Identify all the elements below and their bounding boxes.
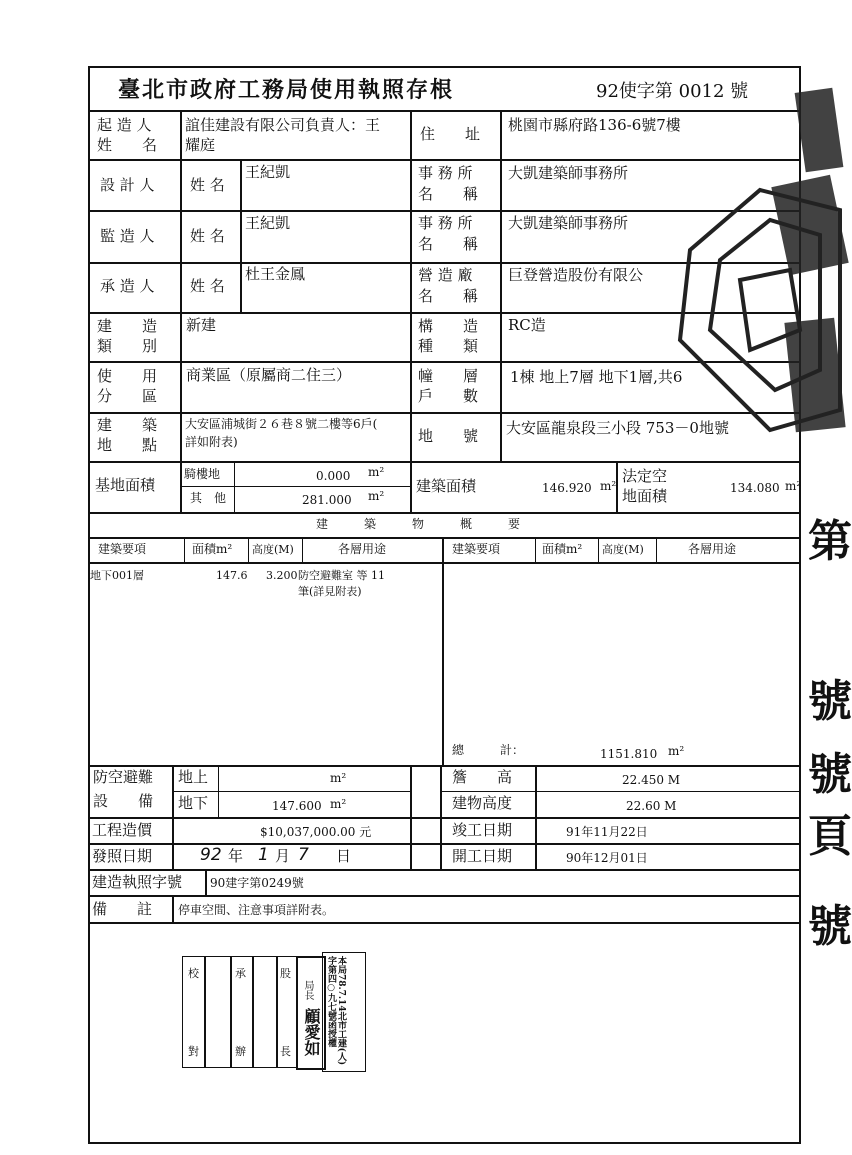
open-space-label: 地面積 (622, 487, 668, 505)
office-label: 名 稱 (418, 287, 479, 305)
shelter-label: 設 備 (93, 792, 154, 810)
seal-label: 長 (280, 1045, 291, 1058)
below-ground-label: 地下 (178, 794, 209, 812)
lot-label: 地 號 (418, 427, 479, 445)
rule (410, 110, 412, 512)
column-header-area: 面積m² (542, 542, 583, 556)
margin-mark: 號 (808, 901, 852, 952)
seal-box-blank (204, 956, 232, 1068)
open-space-label: 法定空 (622, 467, 668, 485)
build-type-value: 新建 (186, 316, 217, 334)
area-unit: m² (785, 479, 802, 493)
rule (88, 922, 801, 924)
building-area-label: 建築面積 (416, 477, 477, 495)
rule (180, 110, 182, 461)
floor-name: 地下001層 (90, 569, 144, 582)
other-label: 其 他 (190, 491, 227, 505)
arcade-value: 0.000 (316, 469, 351, 483)
rule (88, 843, 801, 845)
address-label: 住 址 (420, 125, 481, 143)
open-space-value: 134.080 (730, 481, 780, 495)
authorization-text: 本局78.7.14北市工建(人)字第四○九七號函授權 (326, 956, 346, 1066)
office-label: 營 造 廠 (418, 266, 473, 284)
column-header-height: 高度(M) (602, 543, 644, 556)
area-unit: m² (368, 465, 385, 479)
seal-label: 承 (235, 967, 246, 980)
rule (440, 765, 442, 869)
builder-name: 耀庭 (185, 136, 216, 154)
building-area-value: 146.920 (542, 481, 592, 495)
supervisor-office: 大凱建築師事務所 (508, 214, 629, 232)
remarks-label: 備 註 (92, 900, 153, 918)
issue-month-unit: 月 (275, 847, 291, 865)
location-label: 地 點 (97, 436, 158, 454)
below-ground-value: 147.600 (272, 799, 322, 813)
official-seal-smudge (650, 70, 840, 460)
building-height-value: 22.60 M (626, 799, 677, 813)
build-type-label: 類 別 (97, 337, 158, 355)
area-unit: m² (330, 797, 347, 811)
rule (598, 537, 599, 562)
rule (240, 159, 242, 312)
office-label: 事 務 所 (418, 214, 473, 232)
arcade-label: 騎樓地 (184, 467, 221, 481)
floor-use: 防空避難室 等 11 (298, 569, 385, 582)
builder-label: 起 造 人 (97, 116, 152, 134)
designer-office: 大凱建築師事務所 (508, 164, 629, 182)
location-value: 大安區浦城街２６巷８號二樓等6戶( (185, 417, 378, 431)
issue-date-label: 發照日期 (92, 847, 153, 865)
use-zone-label: 使 用 (97, 367, 158, 385)
seal-label: 對 (188, 1045, 199, 1058)
seal-label: 股 (280, 967, 291, 980)
rule (88, 537, 801, 539)
start-date-value: 90年12月01日 (566, 851, 648, 865)
supervisor-name: 王紀凱 (245, 214, 291, 232)
start-date-label: 開工日期 (452, 847, 513, 865)
remarks-value: 停車空間、注意事項詳附表。 (178, 903, 335, 917)
total-label: 總 計： (452, 743, 525, 757)
rule (184, 537, 185, 562)
cost-label: 工程造價 (92, 821, 153, 839)
designer-name: 王紀凱 (245, 163, 291, 181)
issue-day: 7 (298, 845, 309, 865)
eave-height-label: 簷 高 (452, 768, 513, 786)
floor-area: 147.6 (216, 569, 248, 582)
seal-box-blank (252, 956, 278, 1068)
rule (302, 537, 303, 562)
issue-year-unit: 年 (228, 847, 244, 865)
margin-mark: 頁 (808, 811, 852, 862)
structure-value: RC造 (508, 316, 546, 334)
area-unit: m² (330, 771, 347, 785)
name-label: 姓 名 (190, 227, 225, 245)
permit-number-value: 90建字第0249號 (210, 876, 304, 890)
rule (88, 895, 801, 897)
location-label: 建 築 (97, 416, 158, 434)
office-label: 事 務 所 (418, 164, 473, 182)
margin-mark: 第 (808, 516, 852, 567)
summary-heading: 建 築 物 概 要 (316, 517, 521, 531)
rule (535, 537, 536, 562)
structure-label: 種 類 (418, 337, 479, 355)
seal-label: 辦 (235, 1045, 246, 1058)
completion-value: 91年11月22日 (566, 825, 648, 839)
rule (656, 537, 657, 562)
column-header-height: 高度(M) (252, 543, 294, 556)
builder-name: 誼佳建設有限公司負責人：王 (185, 116, 381, 134)
column-header-use: 各層用途 (338, 542, 387, 556)
above-ground-label: 地上 (178, 768, 209, 786)
rule (180, 486, 410, 487)
column-header-item: 建築要項 (98, 542, 147, 556)
column-header-area: 面積m² (192, 542, 233, 556)
eave-height-value: 22.450 M (622, 773, 681, 787)
issue-year: 92 (200, 845, 222, 865)
seal-label: 校 (188, 967, 199, 980)
rule (500, 110, 502, 461)
name-label: 姓 名 (190, 176, 225, 194)
margin-mark: 號 (808, 749, 852, 800)
rule (218, 765, 219, 817)
shelter-label: 防空避難 (93, 768, 154, 786)
name-label: 姓 名 (190, 277, 225, 295)
director-name: 顧愛如 (302, 1008, 321, 1056)
use-zone-label: 分 區 (97, 387, 158, 405)
rule (410, 765, 412, 869)
total-value: 1151.810 (600, 747, 658, 761)
completion-label: 竣工日期 (452, 821, 513, 839)
contractor-label: 承 造 人 (100, 277, 155, 295)
rule (88, 461, 801, 463)
rule (205, 869, 207, 895)
other-value: 281.000 (302, 493, 352, 507)
rule (442, 537, 444, 767)
permit-number-label: 建造執照字號 (92, 873, 183, 891)
rule (88, 869, 801, 871)
document-number: 92使字第 0012 號 (596, 81, 749, 102)
location-value: 詳如附表) (185, 435, 238, 449)
document-title: 臺北市政府工務局使用執照存根 (118, 77, 455, 103)
lot-value: 大安區龍泉段三小段 753－0地號 (506, 419, 729, 437)
column-header-item: 建築要項 (452, 542, 501, 556)
contractor-name: 杜王金鳳 (245, 265, 306, 283)
rule (616, 461, 618, 512)
rule (88, 817, 801, 819)
build-type-label: 建 造 (97, 317, 158, 335)
office-label: 名 稱 (418, 185, 479, 203)
issue-month: 1 (258, 845, 269, 865)
rule (88, 562, 801, 564)
builder-label: 姓 名 (97, 136, 158, 154)
rule (172, 765, 174, 869)
floors-label: 幢 層 (418, 367, 479, 385)
floor-use: 筆(詳見附表) (298, 585, 362, 598)
structure-label: 構 造 (418, 317, 479, 335)
office-label: 名 稱 (418, 235, 479, 253)
rule (88, 512, 801, 514)
rule (88, 765, 801, 767)
cost-value: $10,037,000.00 元 (260, 825, 372, 839)
director-title: 局長 (302, 980, 313, 1000)
column-header-use: 各層用途 (688, 542, 737, 556)
rule (535, 765, 537, 869)
designer-label: 設 計 人 (100, 176, 155, 194)
rule (440, 791, 801, 792)
floors-label: 戶 數 (418, 387, 479, 405)
rule (234, 461, 235, 512)
site-area-label: 基地面積 (95, 476, 156, 494)
rule (172, 791, 410, 792)
rule (180, 461, 182, 512)
area-unit: m² (368, 489, 385, 503)
rule (248, 537, 249, 562)
area-unit: m² (668, 744, 685, 758)
contractor-office: 巨登營造股份有限公 (508, 266, 644, 284)
floors-value: 1棟 地上7層 地下1層,共6 (510, 368, 683, 386)
floor-height: 3.200 (266, 569, 298, 582)
address-value: 桃園市縣府路136-6號7樓 (508, 116, 681, 134)
use-zone-value: 商業區（原屬商二住三） (186, 366, 352, 384)
issue-day-unit: 日 (336, 847, 352, 865)
rule (172, 895, 174, 922)
building-height-label: 建物高度 (452, 794, 513, 812)
supervisor-label: 監 造 人 (100, 227, 155, 245)
area-unit: m² (600, 479, 617, 493)
margin-mark: 號 (808, 676, 852, 727)
